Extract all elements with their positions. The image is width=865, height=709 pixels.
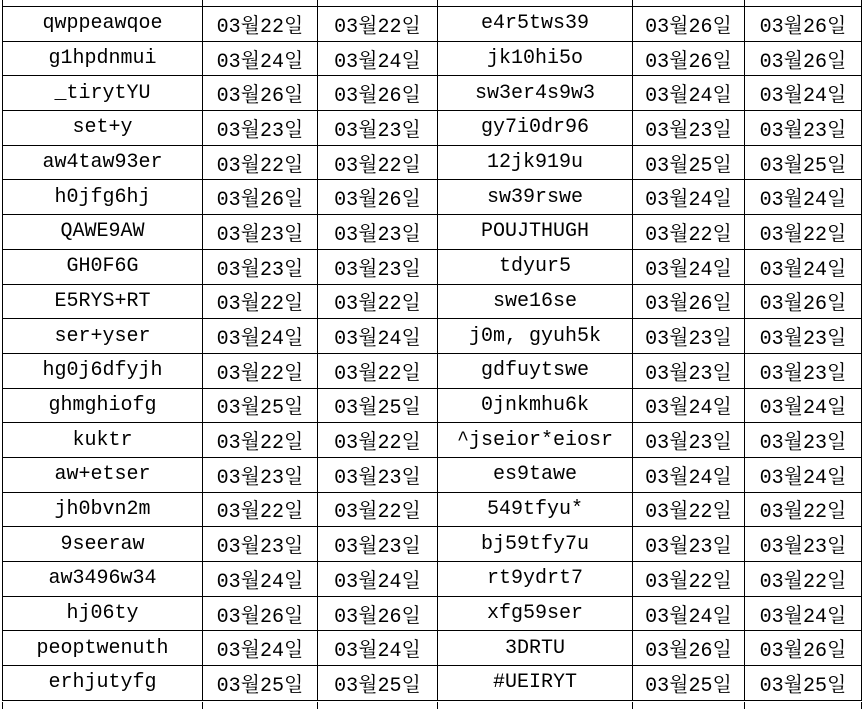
cell-date-a2[interactable]: 03월24일: [318, 631, 438, 666]
cell-date-a2[interactable]: 03월23일: [318, 249, 438, 284]
cell-date-a1[interactable]: 03월23일: [203, 215, 318, 250]
table-row: [3, 215, 862, 250]
cell-id-a[interactable]: kuktr: [3, 423, 203, 458]
cell-id-b[interactable]: sw39rswe: [438, 180, 633, 215]
cell-id-a[interactable]: hg0j6dfyjh: [3, 353, 203, 388]
gridline-fragment: [317, 702, 318, 709]
cell-id-b[interactable]: POUJTHUGH: [438, 215, 633, 250]
cell-id-b[interactable]: 549tfyu*: [438, 492, 633, 527]
cell-id-a[interactable]: aw4taw93er: [3, 145, 203, 180]
cell-date-b1[interactable]: 03월26일: [633, 7, 745, 42]
cell-date-b1[interactable]: 03월23일: [633, 527, 745, 562]
cell-date-b1[interactable]: 03월25일: [633, 145, 745, 180]
cell-date-a2[interactable]: 03월26일: [318, 76, 438, 111]
table-row: [3, 319, 862, 354]
cell-id-a[interactable]: erhjutyfg: [3, 666, 203, 701]
cell-id-a[interactable]: GH0F6G: [3, 249, 203, 284]
table-row: [3, 76, 862, 111]
cell-date-a2[interactable]: 03월22일: [318, 284, 438, 319]
table-row: [3, 41, 862, 76]
cell-date-b1[interactable]: 03월26일: [633, 284, 745, 319]
cell-id-b[interactable]: 0jnkmhu6k: [438, 388, 633, 423]
cell-date-a2[interactable]: 03월26일: [318, 596, 438, 631]
cell-id-a[interactable]: ser+yser: [3, 319, 203, 354]
cell-date-b1[interactable]: 03월23일: [633, 423, 745, 458]
cell-date-b2[interactable]: 03월24일: [745, 76, 862, 111]
cell-id-b[interactable]: rt9ydrt7: [438, 562, 633, 597]
cell-date-a1[interactable]: 03월22일: [203, 284, 318, 319]
cell-id-a[interactable]: QAWE9AW: [3, 215, 203, 250]
cell-id-a[interactable]: qwppeawqoe: [3, 7, 203, 42]
cell-date-a1[interactable]: 03월24일: [203, 319, 318, 354]
table-row: [3, 180, 862, 215]
cell-date-b1[interactable]: 03월24일: [633, 457, 745, 492]
cell-id-a[interactable]: h0jfg6hj: [3, 180, 203, 215]
cell-date-a1[interactable]: 03월22일: [203, 353, 318, 388]
cell-date-a2[interactable]: 03월22일: [318, 145, 438, 180]
cell-date-b2[interactable]: 03월23일: [745, 111, 862, 146]
cell-id-a[interactable]: aw3496w34: [3, 562, 203, 597]
cell-id-b[interactable]: gdfuytswe: [438, 353, 633, 388]
table-row: [3, 631, 862, 666]
cell-date-b1[interactable]: 03월26일: [633, 631, 745, 666]
table-row: [3, 596, 862, 631]
cell-date-a1[interactable]: 03월23일: [203, 457, 318, 492]
cell-id-a[interactable]: peoptwenuth: [3, 631, 203, 666]
cell-date-a2[interactable]: 03월22일: [318, 423, 438, 458]
cell-id-a[interactable]: _tirytYU: [3, 76, 203, 111]
cell-date-b1[interactable]: 03월25일: [633, 666, 745, 701]
cell-date-a1[interactable]: 03월25일: [203, 666, 318, 701]
table-row: [3, 111, 862, 146]
cell-id-a[interactable]: g1hpdnmui: [3, 41, 203, 76]
cell-date-a2[interactable]: 03월24일: [318, 562, 438, 597]
cell-id-b[interactable]: swe16se: [438, 284, 633, 319]
cell-id-a[interactable]: E5RYS+RT: [3, 284, 203, 319]
cell-date-b1[interactable]: 03월22일: [633, 562, 745, 597]
cell-id-b[interactable]: tdyur5: [438, 249, 633, 284]
cell-date-a2[interactable]: 03월22일: [318, 353, 438, 388]
cell-date-a2[interactable]: 03월22일: [318, 7, 438, 42]
table-row: [3, 423, 862, 458]
cell-date-a1[interactable]: 03월24일: [203, 41, 318, 76]
cell-id-b[interactable]: es9tawe: [438, 457, 633, 492]
cell-date-b2[interactable]: 03월26일: [745, 631, 862, 666]
table-row: [3, 7, 862, 42]
cell-date-b1[interactable]: 03월26일: [633, 41, 745, 76]
cell-date-a2[interactable]: 03월24일: [318, 319, 438, 354]
cell-date-b1[interactable]: 03월24일: [633, 388, 745, 423]
cell-id-a[interactable]: ghmghiofg: [3, 388, 203, 423]
cell-date-a2[interactable]: 03월23일: [318, 111, 438, 146]
cell-date-b2[interactable]: 03월24일: [745, 249, 862, 284]
cell-date-b2[interactable]: 03월24일: [745, 457, 862, 492]
table-row: [3, 457, 862, 492]
cell-date-a1[interactable]: 03월26일: [203, 76, 318, 111]
cell-date-b2[interactable]: 03월26일: [745, 284, 862, 319]
cell-date-a1[interactable]: 03월24일: [203, 631, 318, 666]
gridline-fragment: [2, 702, 3, 709]
cell-id-a[interactable]: jh0bvn2m: [3, 492, 203, 527]
cell-date-a2[interactable]: 03월23일: [318, 215, 438, 250]
table-row: [3, 284, 862, 319]
cell-date-a1[interactable]: 03월23일: [203, 111, 318, 146]
cell-date-b1[interactable]: 03월24일: [633, 249, 745, 284]
cell-date-a1[interactable]: 03월22일: [203, 7, 318, 42]
table-row: [3, 562, 862, 597]
cell-date-b2[interactable]: 03월26일: [745, 7, 862, 42]
table-body: [3, 7, 862, 701]
table-row: [3, 666, 862, 701]
cell-date-a2[interactable]: 03월24일: [318, 41, 438, 76]
cell-date-a2[interactable]: 03월22일: [318, 492, 438, 527]
gridline-fragment: [202, 702, 203, 709]
cell-date-b2[interactable]: 03월23일: [745, 527, 862, 562]
cell-date-b2[interactable]: 03월22일: [745, 215, 862, 250]
cell-id-b[interactable]: gy7i0dr96: [438, 111, 633, 146]
cell-date-a2[interactable]: 03월25일: [318, 666, 438, 701]
cell-date-a1[interactable]: 03월22일: [203, 492, 318, 527]
cell-id-b[interactable]: 12jk919u: [438, 145, 633, 180]
gridline-fragment: [744, 702, 745, 709]
cell-date-b1[interactable]: 03월24일: [633, 596, 745, 631]
cell-date-b1[interactable]: 03월22일: [633, 215, 745, 250]
cell-id-b[interactable]: jk10hi5o: [438, 41, 633, 76]
cell-date-a1[interactable]: 03월22일: [203, 145, 318, 180]
cell-date-a1[interactable]: 03월22일: [203, 423, 318, 458]
cell-date-b1[interactable]: 03월22일: [633, 492, 745, 527]
cell-date-a2[interactable]: 03월26일: [318, 180, 438, 215]
cell-date-a1[interactable]: 03월24일: [203, 562, 318, 597]
cell-date-b2[interactable]: 03월24일: [745, 180, 862, 215]
cell-date-b1[interactable]: 03월24일: [633, 180, 745, 215]
cell-date-a1[interactable]: 03월23일: [203, 527, 318, 562]
cell-date-b2[interactable]: 03월25일: [745, 145, 862, 180]
cell-date-a1[interactable]: 03월25일: [203, 388, 318, 423]
gridline-fragment: [861, 702, 862, 709]
cell-date-b2[interactable]: 03월26일: [745, 41, 862, 76]
cell-date-a1[interactable]: 03월23일: [203, 249, 318, 284]
cell-date-b2[interactable]: 03월24일: [745, 388, 862, 423]
gridline-fragment: [437, 702, 438, 709]
cell-id-b[interactable]: #UEIRYT: [438, 666, 633, 701]
cell-id-b[interactable]: 3DRTU: [438, 631, 633, 666]
cell-id-b[interactable]: ^jseior*eiosr: [438, 423, 633, 458]
cell-date-b1[interactable]: 03월24일: [633, 76, 745, 111]
cell-id-b[interactable]: sw3er4s9w3: [438, 76, 633, 111]
cell-date-b2[interactable]: 03월22일: [745, 562, 862, 597]
cell-date-b1[interactable]: 03월23일: [633, 353, 745, 388]
cell-id-b[interactable]: bj59tfy7u: [438, 527, 633, 562]
cell-date-a2[interactable]: 03월25일: [318, 388, 438, 423]
table-row: [3, 388, 862, 423]
table-row: [3, 353, 862, 388]
cell-date-a1[interactable]: 03월26일: [203, 180, 318, 215]
cell-date-a2[interactable]: 03월23일: [318, 527, 438, 562]
cell-date-a1[interactable]: 03월26일: [203, 596, 318, 631]
cell-id-a[interactable]: set+y: [3, 111, 203, 146]
cell-date-b2[interactable]: 03월22일: [745, 492, 862, 527]
table-row: [3, 249, 862, 284]
gridline-fragment: [632, 702, 633, 709]
cell-date-b2[interactable]: 03월23일: [745, 423, 862, 458]
cell-date-b2[interactable]: 03월24일: [745, 596, 862, 631]
table-row: [3, 145, 862, 180]
cell-id-a[interactable]: 9seeraw: [3, 527, 203, 562]
cell-id-a[interactable]: hj06ty: [3, 596, 203, 631]
cell-id-b[interactable]: j0m, gyuh5k: [438, 319, 633, 354]
cell-date-b1[interactable]: 03월23일: [633, 319, 745, 354]
table-row: [3, 527, 862, 562]
cell-id-b[interactable]: e4r5tws39: [438, 7, 633, 42]
cell-date-b1[interactable]: 03월23일: [633, 111, 745, 146]
table-row: [3, 492, 862, 527]
cell-date-a2[interactable]: 03월23일: [318, 457, 438, 492]
cell-date-b2[interactable]: 03월25일: [745, 666, 862, 701]
cell-date-b2[interactable]: 03월23일: [745, 353, 862, 388]
data-table: [2, 6, 862, 701]
cell-id-b[interactable]: xfg59ser: [438, 596, 633, 631]
cell-id-a[interactable]: aw+etser: [3, 457, 203, 492]
cell-date-b2[interactable]: 03월23일: [745, 319, 862, 354]
